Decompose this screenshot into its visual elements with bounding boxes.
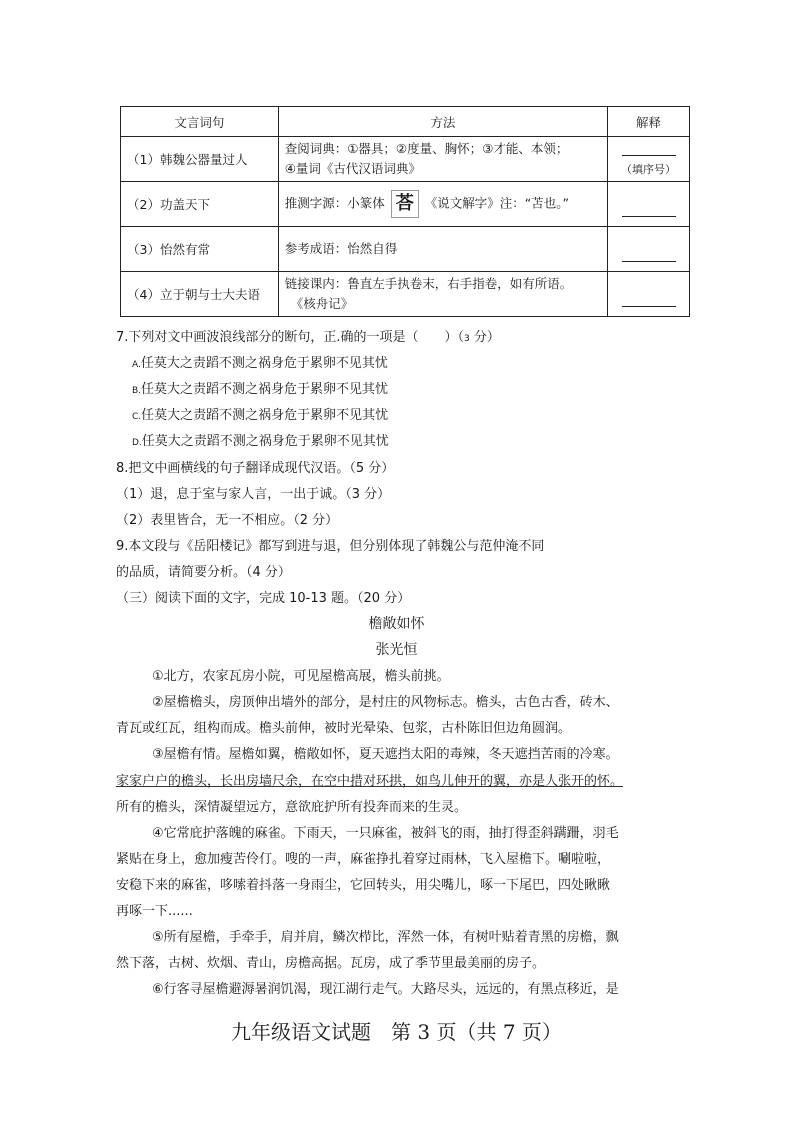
row-4-answer[interactable] [608,272,690,317]
option-label: C. [132,412,142,422]
method-table [120,106,690,317]
q9-line-2: 的品质，请简要分析。（4 分） [116,565,291,580]
section3-intro: （三）阅读下面的文字，完成 10-13 题。（20 分） [116,591,411,606]
paragraph-6-line-1: ⑥行客寻屋檐避溽暑润饥渴，现江湖行走气。大路尽头，远远的，有黑点移近，是 [152,982,619,997]
q7-stem [116,326,500,345]
article-author: 张光恒 [375,642,418,658]
option-label: B. [132,386,142,396]
row-2-method [278,182,607,227]
option-label: A. [132,360,141,370]
answer-blank[interactable] [622,292,676,307]
q7-option-c[interactable] [132,404,388,423]
answer-blank[interactable] [622,247,676,262]
page-footer: 九年级语文试题 第 3 页（共 7 页） [231,1020,562,1044]
row-2-method-post: 《说文解字》注：“苫也。” [424,195,569,211]
q7-option-b[interactable] [132,378,388,397]
q7-stem-text: 7.下列对文中画波浪线部分的断句，正.确的一项是（ ）（ [116,330,465,345]
paragraph-3-line-1: ③屋檐有情。屋檐如翼，檐敞如怀，夏天遮挡太阳的毒辣，冬天遮挡苦雨的冷寒。 [152,747,619,762]
row-1-phrase: （1）韩魏公器量过人 [121,137,279,182]
answer-blank[interactable] [622,141,676,156]
option-label: D. [132,438,142,448]
row-3-phrase: （3）怡然有常 [121,227,279,272]
row-3-method: 参考成语：怡然自得 [278,227,607,272]
row-2-method-pre: 推测字源：小篆体 [284,195,385,211]
row-1-method [278,137,607,182]
option-text: 任莫大之责蹈不测之祸身危于累卵不见其忧 [141,382,389,397]
option-text: 任莫大之责蹈不测之祸身危于累卵不见其忧 [140,356,388,371]
paragraph-1: ①北方，农家瓦房小院，可见屋檐高展，檐头前挑。 [152,669,450,684]
q8-stem: 8.把文中画横线的句子翻译成现代汉语。（5 分） [116,461,395,476]
option-text: 任莫大之责蹈不测之祸身危于累卵不见其忧 [141,434,389,449]
row-1-answer[interactable] [608,137,690,182]
paragraph-4-line-3: 安稳下来的麻雀，哆嗦着抖落一身雨尘，它回转头，用尖嘴儿，啄一下尾巴，四处瞅瞅 [116,878,611,893]
answer-blank[interactable] [622,202,676,217]
paragraph-4-line-2: 紧贴在身上，愈加瘦苦伶仃。嗖的一声，麻雀挣扎着穿过雨林，飞入屋檐下。唰啦啦， [116,852,611,867]
row-3-answer[interactable] [608,227,690,272]
q8-item-1: （1）退，息于室与家人言，一出于诚。（3 分） [116,487,391,502]
header-phrase: 文言词句 [121,107,279,137]
header-explain: 解释 [608,107,690,137]
fill-note: （填序号） [621,163,677,176]
paragraph-5-line-1: ⑤所有屋檐，手牵手，肩并肩，鳞次栉比，浑然一体，有树叶贴着青黑的房檐，飘 [152,930,619,945]
q8-item-2: （2）表里皆合，无一不相应。（2 分） [116,513,339,528]
row-1-method-line2: ④量词《古代汉语词典》 [284,161,421,176]
paragraph-4-line-4: 再啄一下...... [116,904,193,919]
paragraph-5-line-2: 然下落，古树、炊烟、青山，房檐高据。瓦房，成了季节里最美丽的房子。 [116,956,546,971]
row-4-phrase: （4）立于朝与士大夫语 [121,272,279,317]
paragraph-4-line-1: ④它常庇护落魄的麻雀。下雨天，一只麻雀，被斜飞的雨，抽打得歪斜蹒跚，羽毛 [152,826,619,841]
q9-line-1: 9.本文段与《岳阳楼记》都写到进与退，但分别体现了韩魏公与范仲淹不同 [116,539,545,554]
article-title: 檐敞如怀 [368,616,425,632]
row-4-method-line2: 《核舟记》 [290,296,354,311]
row-4-method [278,272,607,317]
row-2-phrase: （2）功盖天下 [121,182,279,227]
row-4-method-line1: 链接课内：鲁直左手执卷末，右手指卷，如有所语。 [284,276,573,291]
paragraph-2-line-1: ②屋檐檐头，房顶伸出墙外的部分，是村庄的风物标志。檐头，古色古香，砖木、 [152,695,619,710]
q7-option-d[interactable] [132,430,389,449]
q7-score: 3 [464,334,470,344]
seal-script-glyph: 荅 [391,190,419,218]
option-text: 任莫大之责蹈不测之祸身危于累卵不见其忧 [141,408,389,423]
q7-score-suffix: 分） [469,330,500,345]
paragraph-2-line-2: 青瓦或红瓦，组构而成。檐头前伸，被时光晕染、包浆，古朴陈旧但边角圆润。 [116,721,572,736]
paragraph-3-line-3: 所有的檐头，深情凝望远方，意欲庇护所有投奔而来的生灵。 [116,800,468,815]
header-method: 方法 [278,107,607,137]
paragraph-3-line-2: 家家户户的檐头，长出房墙尺余，在空中措对环拱，如鸟儿伸开的翼，亦是人张开的怀。 [116,774,624,789]
row-1-method-line1: 查阅词典：①器具；②度量、胸怀；③才能、本领； [284,141,569,156]
q7-option-a[interactable] [132,352,388,371]
row-2-answer[interactable] [608,182,690,227]
